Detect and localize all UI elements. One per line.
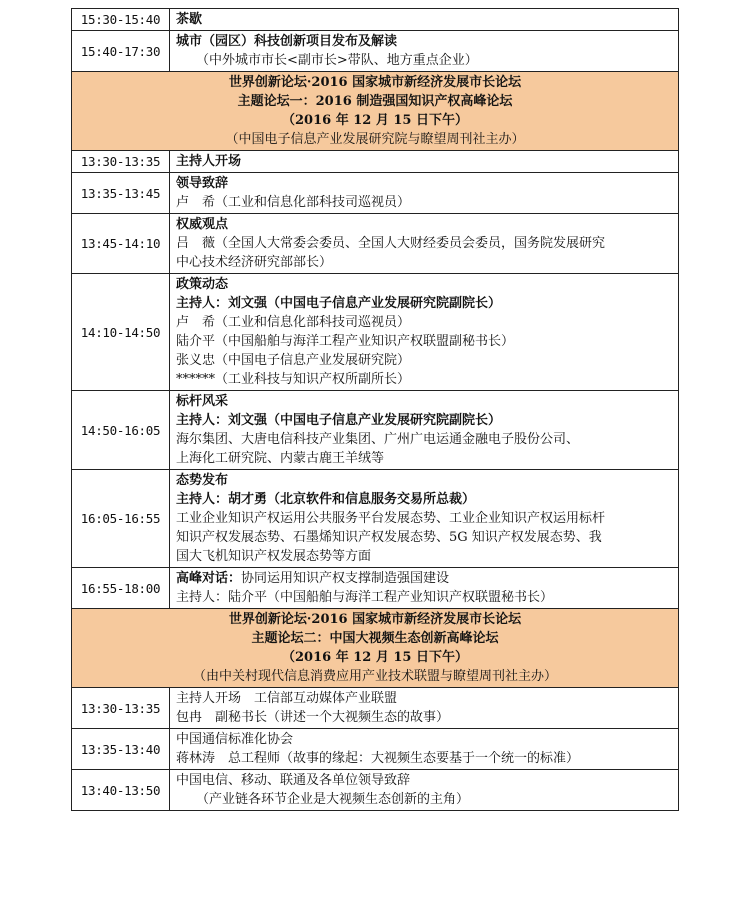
speaker-line: 主持人开场 工信部互动媒体产业联盟 bbox=[176, 691, 398, 706]
host-line: 主持人：刘文强（中国电子信息产业发展研究院副院长） bbox=[176, 413, 502, 428]
speaker-line: 海尔集团、大唐电信科技产业集团、广州广电运通金融电子股份公司、 bbox=[176, 432, 580, 447]
table-row bbox=[72, 173, 679, 214]
speaker-line: （产业链各环节企业是大视频生态创新的主角） bbox=[196, 792, 470, 807]
time-cell: 15:40-17:30 bbox=[72, 31, 170, 72]
session-cell bbox=[170, 470, 679, 568]
time-cell: 16:05-16:55 bbox=[72, 470, 170, 568]
session-cell bbox=[170, 274, 679, 391]
speaker-line: 国大飞机知识产权发展态势等方面 bbox=[176, 549, 372, 564]
table-row bbox=[72, 770, 679, 811]
forum-date: （2016 年 12 月 15 日下午） bbox=[282, 113, 468, 128]
host-line: 主持人：胡才勇（北京软件和信息服务交易所总裁） bbox=[176, 492, 476, 507]
session-title: 城市（园区）科技创新项目发布及解读 bbox=[176, 34, 398, 49]
forum-header-row bbox=[72, 72, 679, 151]
speaker-line: 中国通信标准化协会 bbox=[176, 732, 294, 747]
speaker-line: 知识产权发展态势、石墨烯知识产权发展态势、5G 知识产权发展态势、我 bbox=[176, 530, 602, 545]
session-cell bbox=[170, 688, 679, 729]
forum-title: 世界创新论坛·2016 国家城市新经济发展市长论坛 bbox=[228, 612, 522, 627]
forum-date: （2016 年 12 月 15 日下午） bbox=[282, 650, 468, 665]
table-row bbox=[72, 568, 679, 609]
session-title: 茶歇 bbox=[176, 12, 203, 27]
speaker-line: 卢 希（工业和信息化部科技司巡视员） bbox=[176, 195, 411, 210]
speaker-line: 主持人：陆介平（中国船舶与海洋工程产业知识产权联盟秘书长） bbox=[176, 590, 554, 605]
speaker-line: 卢 希（工业和信息化部科技司巡视员） bbox=[176, 315, 411, 330]
session-cell bbox=[170, 173, 679, 214]
speaker-line: 上海化工研究院、内蒙古鹿王羊绒等 bbox=[176, 451, 385, 466]
forum-title: 世界创新论坛·2016 国家城市新经济发展市长论坛 bbox=[228, 75, 522, 90]
session-title-line bbox=[176, 569, 674, 588]
forum-organizer: （中国电子信息产业发展研究院与瞭望周刊社主办） bbox=[225, 132, 525, 147]
forum-theme: 主题论坛一：2016 制造强国知识产权高峰论坛 bbox=[237, 94, 513, 109]
schedule-table bbox=[71, 8, 679, 811]
session-title: 标杆风采 bbox=[176, 394, 229, 409]
speaker-line: 陆介平（中国船舶与海洋工程产业知识产权联盟副秘书长） bbox=[176, 334, 515, 349]
time-cell: 13:30-13:35 bbox=[72, 151, 170, 173]
speaker-line: 吕 薇（全国人大常委会委员、全国人大财经委员会委员，国务院发展研究 bbox=[176, 236, 606, 251]
table-row bbox=[72, 470, 679, 568]
session-cell bbox=[170, 770, 679, 811]
speaker-line: ******（工业科技与知识产权所副所长） bbox=[176, 372, 411, 387]
host-line: 主持人：刘文强（中国电子信息产业发展研究院副院长） bbox=[176, 296, 502, 311]
table-row bbox=[72, 688, 679, 729]
session-title: 领导致辞 bbox=[176, 176, 229, 191]
table-row bbox=[72, 151, 679, 173]
table-row bbox=[72, 274, 679, 391]
forum-header-row bbox=[72, 609, 679, 688]
session-title: 主持人开场 bbox=[176, 154, 242, 169]
table-row bbox=[72, 729, 679, 770]
session-subtitle: （中外城市市长<副市长>带队、地方重点企业） bbox=[196, 53, 478, 68]
time-cell: 14:10-14:50 bbox=[72, 274, 170, 391]
table-row bbox=[72, 31, 679, 72]
time-cell: 13:45-14:10 bbox=[72, 214, 170, 274]
session-title: 态势发布 bbox=[176, 473, 229, 488]
time-cell: 14:50-16:05 bbox=[72, 391, 170, 470]
session-cell bbox=[170, 214, 679, 274]
session-title: 政策动态 bbox=[176, 277, 229, 292]
session-topic: 协同运用知识产权支撑制造强国建设 bbox=[241, 571, 450, 586]
session-cell bbox=[170, 391, 679, 470]
session-cell bbox=[170, 9, 679, 31]
speaker-line: 张义忠（中国电子信息产业发展研究院） bbox=[176, 353, 411, 368]
table-row bbox=[72, 391, 679, 470]
time-cell: 13:35-13:45 bbox=[72, 173, 170, 214]
session-cell bbox=[170, 151, 679, 173]
session-title: 权威观点 bbox=[176, 217, 229, 232]
time-cell: 16:55-18:00 bbox=[72, 568, 170, 609]
forum-organizer: （由中关村现代信息消费应用产业技术联盟与瞭望周刊社主办） bbox=[192, 669, 557, 684]
time-cell: 13:40-13:50 bbox=[72, 770, 170, 811]
speaker-line: 包冉 副秘书长（讲述一个大视频生态的故事） bbox=[176, 710, 450, 725]
table-row bbox=[72, 214, 679, 274]
forum-header bbox=[72, 609, 679, 688]
session-cell bbox=[170, 729, 679, 770]
forum-theme: 主题论坛二：中国大视频生态创新高峰论坛 bbox=[251, 631, 499, 646]
session-title: 高峰对话： bbox=[176, 571, 242, 586]
session-cell bbox=[170, 31, 679, 72]
speaker-line: 工业企业知识产权运用公共服务平台发展态势、工业企业知识产权运用标杆 bbox=[176, 511, 606, 526]
forum-header bbox=[72, 72, 679, 151]
time-cell: 13:35-13:40 bbox=[72, 729, 170, 770]
speaker-line: 中心技术经济研究部部长） bbox=[176, 255, 333, 270]
speaker-line: 中国电信、移动、联通及各单位领导致辞 bbox=[176, 773, 411, 788]
table-row bbox=[72, 9, 679, 31]
session-cell bbox=[170, 568, 679, 609]
time-cell: 15:30-15:40 bbox=[72, 9, 170, 31]
time-cell: 13:30-13:35 bbox=[72, 688, 170, 729]
speaker-line: 蒋林涛 总工程师（故事的缘起：大视频生态要基于一个统一的标准） bbox=[176, 751, 580, 766]
